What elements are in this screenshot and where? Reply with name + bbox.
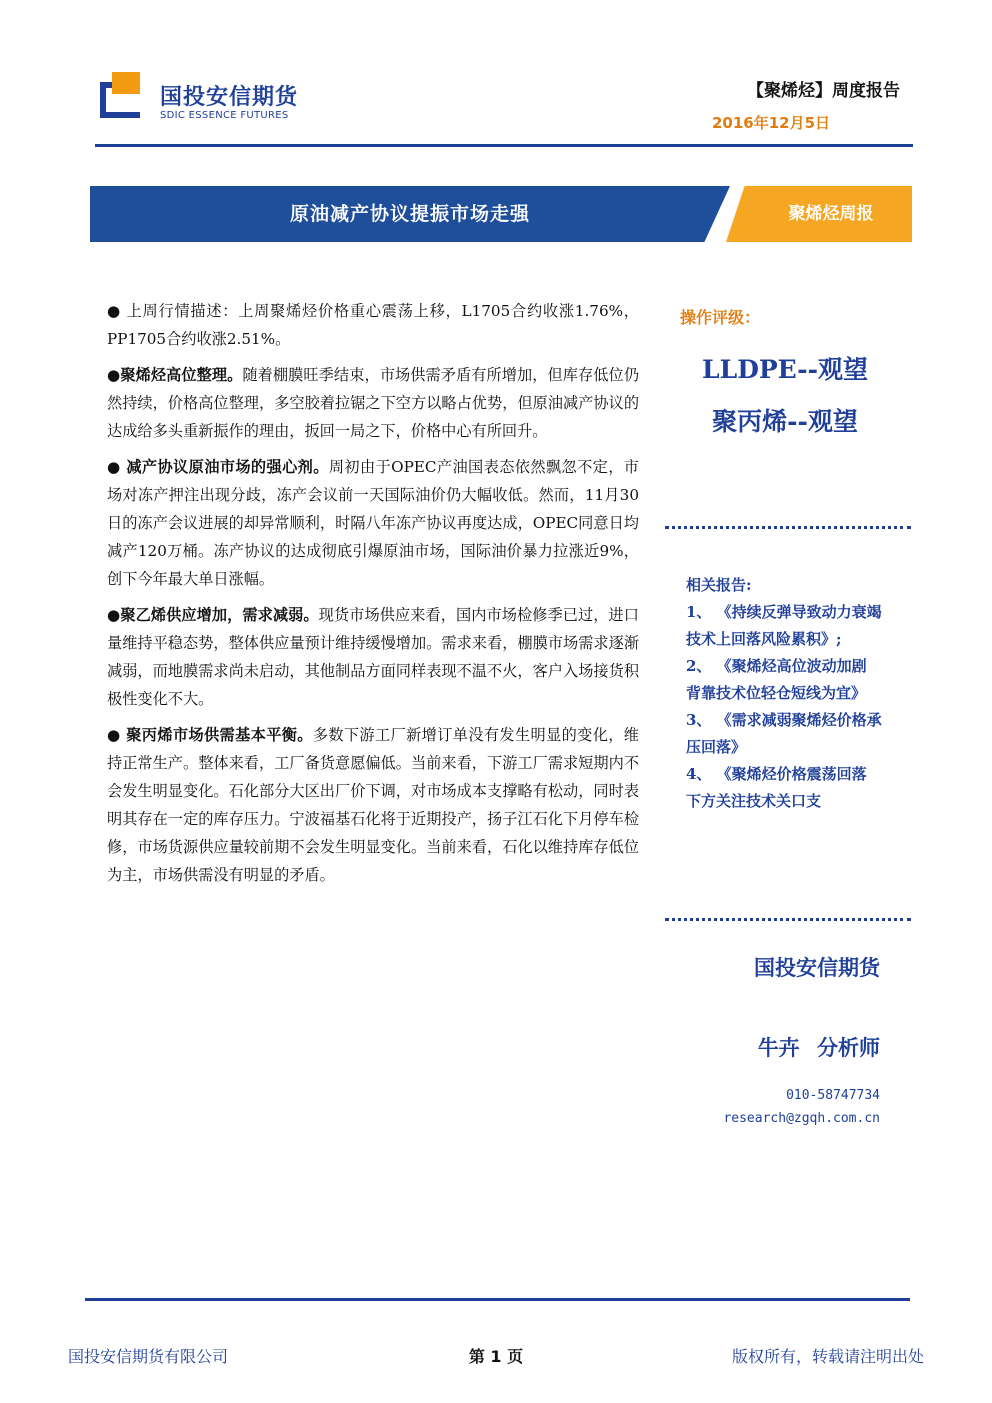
paragraph-polyethylene (107, 601, 639, 713)
paragraph-text: 周初由于OPEC产油国表态依然飘忽不定，市场对冻产押注出现分歧，冻产会议前一天国际油价仍大幅收低。然而，11月30日的冻产会议进展的却异常顺利，时隔八年冻产协议再度达成，OPEC同意日均减产120万桶。冻产协议的达成彻底引爆原油市场，国际油价暴力拉涨近9%，创下今年最大单日涨幅。 (107, 458, 639, 588)
footer-copyright: 版权所有，转载请注明出处 (731, 1347, 924, 1366)
header-divider (95, 144, 913, 147)
paragraph-text: 随着棚膜旺季结束，市场供需矛盾有所增加，但库存低位仍然持续，价格高位整理，多空胶着拉锯之下空方以略占优势，但原油减产协议的达成给多头重新振作的理由，扳回一局之下，价格中心有所回升。 (107, 366, 640, 440)
analyst-name: 牛卉 分析师 (757, 1036, 880, 1060)
paragraph-polyolefin (107, 361, 639, 445)
paragraph-heading: ● 减产协议原油市场的强心剂。 (107, 458, 329, 476)
paragraph-polypropylene (107, 721, 639, 889)
paragraph-text: 多数下游工厂新增订单没有发生明显的变化，维持正常生产。整体来看，工厂备货意愿偏低。当前来看，下游工厂需求短期内不会发生明显变化。石化部分大区出厂价下调，对市场成本支撑略有松动，同时表明其存在一定的库存压力。宁波福基石化将于近期投产，扬子江石化下月停车检修，市场货源供应量较前期不会发生明显变化。当前来看，石化以维持库存低位为主，市场供需没有明显的矛盾。 (107, 726, 639, 884)
paragraph-heading: ●聚烯烃高位整理。 (107, 366, 243, 384)
page-number: 第 1 页 (468, 1347, 524, 1366)
report-type: 【聚烯烃】周度报告 (747, 81, 900, 101)
company-logo (100, 72, 152, 118)
related-report-item[interactable]: 1、 《持续反弹导致动力衰竭 技术上回落风险累积》; (686, 603, 882, 648)
title-banner (90, 186, 912, 242)
paragraph-heading: ● 聚丙烯市场供需基本平衡。 (107, 726, 313, 744)
related-report-item[interactable]: 4、 《聚烯烃价格震荡回落 下方关注技术关口支 (686, 765, 867, 810)
analyst-phone: 010-58747734 (786, 1088, 880, 1103)
dotted-divider (665, 526, 911, 529)
logo-chinese-name: 国投安信期货 (160, 85, 299, 110)
paragraph-heading: ●聚乙烯供应增加，需求减弱。 (107, 606, 319, 624)
related-report-item[interactable]: 2、 《聚烯烃高位波动加剧 背靠技术位轻仓短线为宜》 (686, 657, 867, 702)
related-report-item[interactable]: 3、 《需求减弱聚烯烃价格承压回落》 (686, 711, 882, 756)
report-category-tag: 聚烯烃周报 (788, 204, 874, 224)
paragraph-market-review: ● 上周行情描述：上周聚烯烃价格重心震荡上移，L1705合约收涨1.76%，PP1705合约收涨2.51%。 (107, 302, 639, 348)
paragraph-crude-oil (107, 453, 639, 593)
dotted-divider (665, 918, 911, 921)
footer-company: 国投安信期货有限公司 (68, 1347, 229, 1366)
report-title: 原油减产协议提振市场走强 (289, 203, 530, 225)
sidebar-company-name: 国投安信期货 (754, 956, 880, 980)
report-date: 2016年12月5日 (712, 114, 831, 132)
analyst-email[interactable]: research@zgqh.com.cn (723, 1111, 880, 1126)
footer-divider (85, 1298, 910, 1301)
related-reports (686, 572, 886, 815)
rating-lldpe: LLDPE--观望 (702, 355, 868, 384)
paragraph-text: 现货市场供应来看，国内市场检修季已过，进口量维持平稳态势，整体供应量预计维持缓慢增加。需求来看，棚膜市场需求逐渐减弱，而地膜需求尚未启动，其他制品方面同样表现不温不火，客户入场接货积极性变化不大。 (107, 606, 639, 708)
rating-pp: 聚丙烯--观望 (712, 407, 858, 436)
logo-english-name: SDIC ESSENCE FUTURES (160, 110, 289, 121)
related-reports-title: 相关报告: (686, 576, 752, 594)
rating-label: 操作评级： (680, 308, 761, 327)
report-body (107, 297, 639, 897)
